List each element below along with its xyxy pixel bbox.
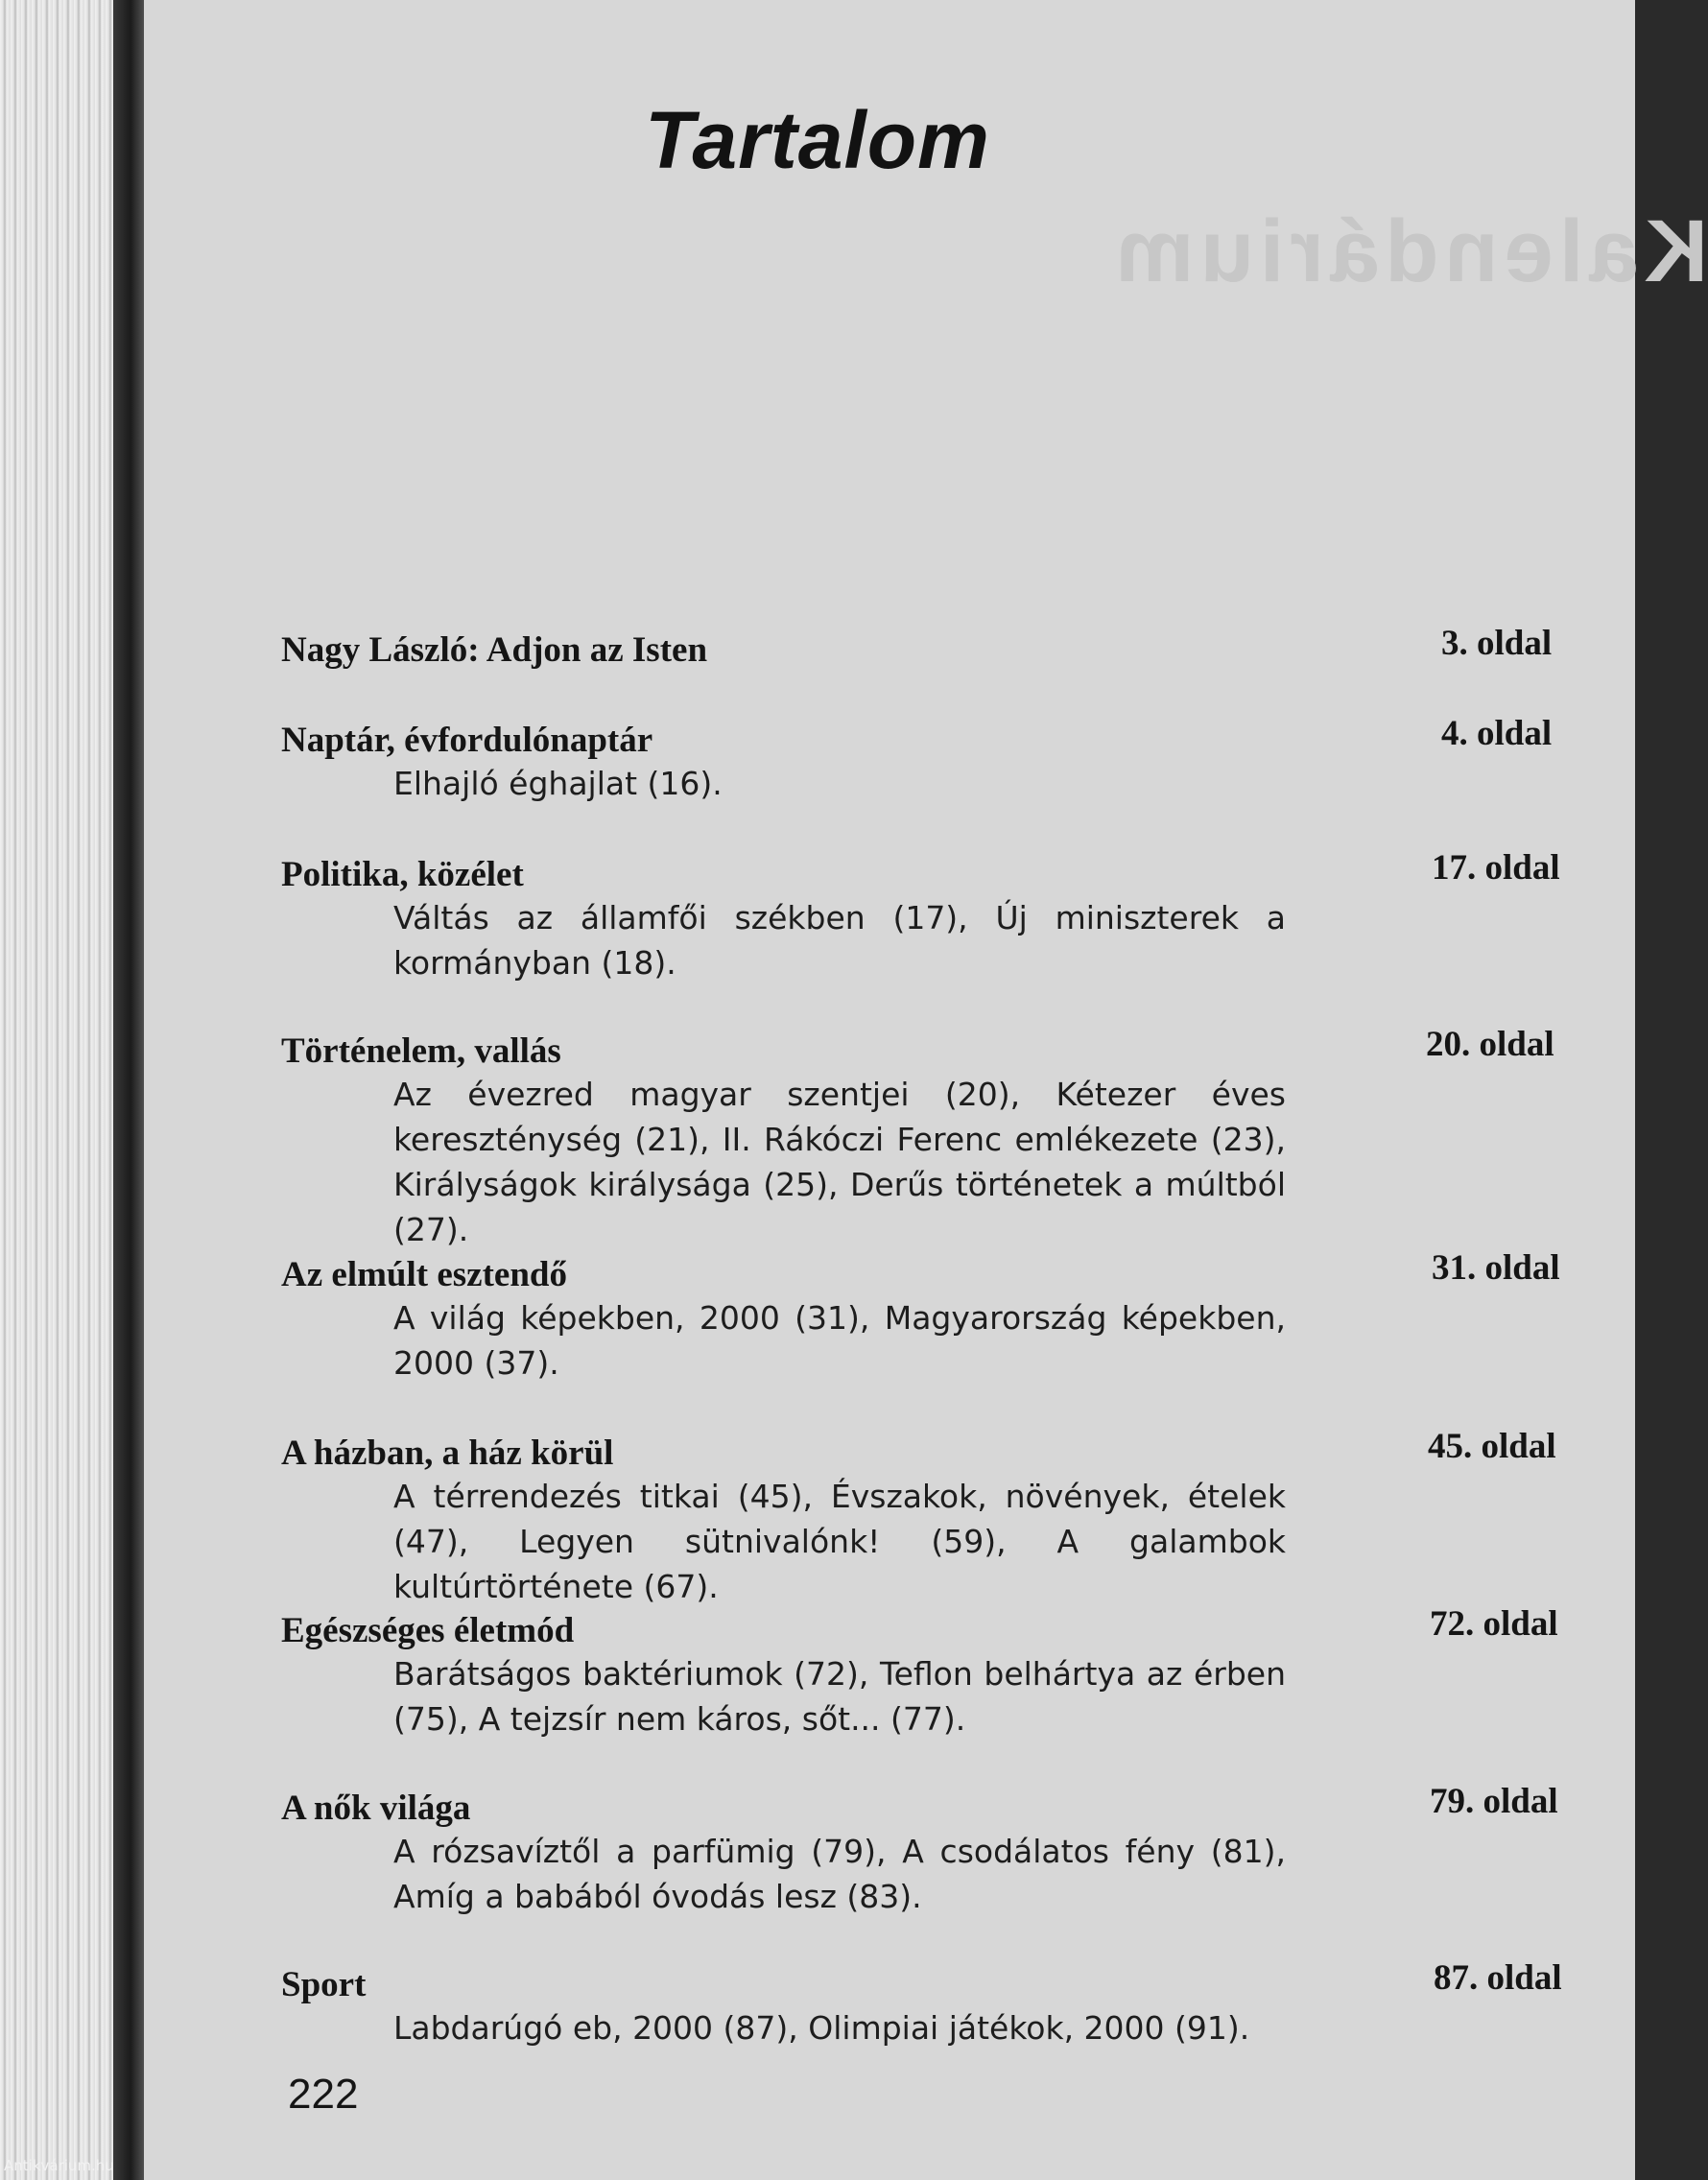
toc-heading: A nők világa bbox=[281, 1789, 471, 1828]
toc-heading: Nagy László: Adjon az Isten bbox=[281, 630, 708, 670]
toc-heading: Egészséges életmód bbox=[281, 1611, 575, 1650]
toc-subentries: Labdarúgó eb, 2000 (87), Olimpiai játékok, 2000 (91). bbox=[393, 2009, 1250, 2047]
toc-subentries: A rózsavíztől a parfümig (79), A csodálatos fény (81), Amíg a babából óvodás lesz (83). bbox=[393, 1833, 1286, 1915]
bleed-through-text: Kalendárium bbox=[1109, 202, 1708, 300]
toc-page-ref: 4. oldal bbox=[1441, 714, 1553, 753]
toc-page-ref: 31. oldal bbox=[1432, 1248, 1560, 1288]
toc-page-ref: 17. oldal bbox=[1432, 848, 1560, 888]
toc-page-ref: 20. oldal bbox=[1426, 1025, 1554, 1064]
toc-subentries: Váltás az államfői székben (17), Új miniszterek a kormányban (18). bbox=[393, 899, 1286, 982]
toc-heading: A házban, a ház körül bbox=[281, 1434, 614, 1473]
toc-heading: Sport bbox=[281, 1965, 367, 2004]
toc-subentries: A térrendezés titkai (45), Évszakok, növények, ételek (47), Legyen sütnivalónk! (59), A galambok kultúrtörténete (67). bbox=[393, 1478, 1286, 1605]
toc-subentries: Barátságos baktériumok (72), Teflon belhártya az érben (75), A tejzsír nem káros, sőt... (77). bbox=[393, 1655, 1286, 1738]
toc-heading: Az elmúlt esztendő bbox=[281, 1255, 567, 1294]
toc-heading: Történelem, vallás bbox=[281, 1031, 561, 1071]
page-number: 222 bbox=[288, 2071, 359, 2118]
watermark: Antikvárium.hu bbox=[4, 2157, 114, 2174]
page-title: Tartalom bbox=[645, 95, 990, 185]
toc-page-ref: 87. oldal bbox=[1434, 1958, 1562, 1998]
toc-subentries: A világ képekben, 2000 (31), Magyarország képekben, 2000 (37). bbox=[393, 1299, 1286, 1382]
toc-heading: Politika, közélet bbox=[281, 855, 524, 894]
toc-heading: Naptár, évfordulónaptár bbox=[281, 721, 653, 760]
toc-subentries: Elhajló éghajlat (16). bbox=[393, 765, 723, 802]
toc-page-ref: 79. oldal bbox=[1430, 1782, 1558, 1821]
toc-subentries: Az évezred magyar szentjei (20), Kétezer éves kereszténység (21), II. Rákóczi Ferenc emlékezete (23), Királyságok királysága (25), Derűs történetek a múltból (27). bbox=[393, 1076, 1286, 1248]
toc-page-ref: 3. oldal bbox=[1441, 624, 1553, 663]
toc-page-ref: 72. oldal bbox=[1430, 1604, 1558, 1644]
toc-page-ref: 45. oldal bbox=[1428, 1427, 1556, 1466]
